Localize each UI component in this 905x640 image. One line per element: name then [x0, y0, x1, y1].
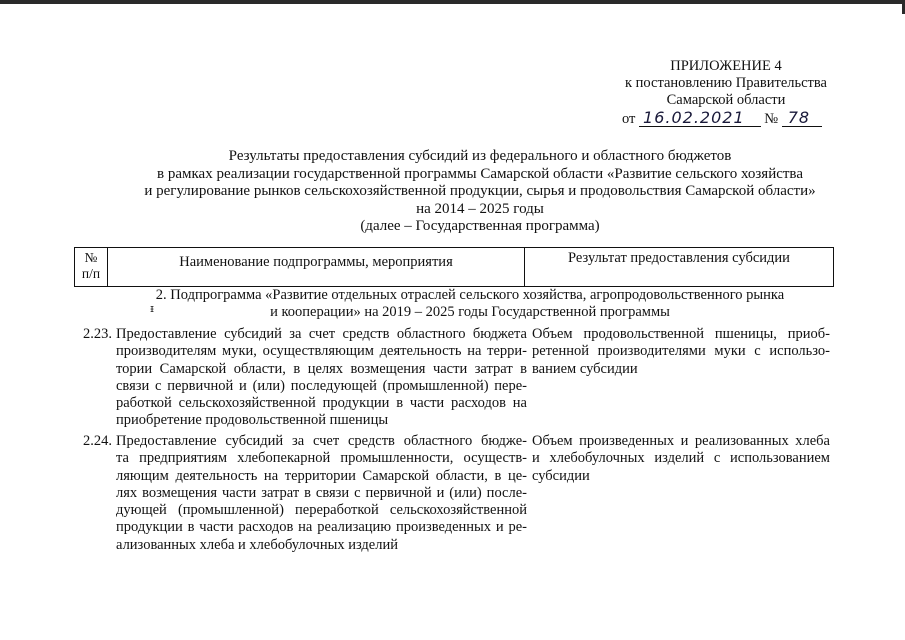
title-line: Результаты предоставления субсидий из федерального и областного бюджетов — [228, 148, 732, 164]
attachment-title: ПРИЛОЖЕНИЕ 4 — [670, 58, 782, 74]
row-result-line: и хлебобулочных изделий с использованием — [532, 450, 830, 467]
results-table-header — [74, 247, 834, 287]
row-name-line: производителям муки, осуществляющим деятельность на терри- — [116, 343, 527, 360]
row-result-line: субсидии — [532, 467, 590, 484]
row-name-line: ализованных хлеба и хлебобулочных изделий — [116, 536, 398, 553]
row-name-line: тории Самарской области, в целях возмещения части затрат в — [116, 360, 527, 377]
table-header-row — [75, 248, 834, 287]
row-number: 2.23. — [83, 326, 112, 342]
row-name — [116, 326, 527, 430]
title-line: в рамках реализации государственной программы Самарской области «Развитие сельского хозяйства — [157, 165, 803, 182]
decree-date-number — [622, 109, 836, 128]
row-number: 2.24. — [83, 433, 112, 449]
document-title — [110, 148, 850, 236]
scan-border-top — [0, 0, 905, 4]
attachment-line-2: Самарской области — [666, 92, 786, 108]
subprogram-line: и кооперации» на 2019 – 2025 годы Государственной программы — [270, 304, 670, 320]
row-name-line: Предоставление субсидий за счет средств областного бюджета — [116, 326, 527, 342]
number-prefix: № — [764, 111, 779, 127]
row-name-line: ляющим деятельность на территории Самарской области, в це- — [116, 467, 527, 484]
row-result-line: Объем продовольственной пшеницы, приоб- — [532, 326, 830, 342]
handwritten-date: 16.02.2021 — [639, 109, 761, 127]
title-line: и регулирование рынков сельскохозяйственной продукции, сырья и продовольствия Самарской области» — [144, 183, 816, 199]
row-name-line: приобретение продовольственной пшеницы — [116, 412, 389, 429]
row-name-line: лях возмещения части затрат в связи с первичной и (или) после- — [116, 484, 527, 501]
row-name-line: та предприятиям хлебопекарной промышленности, осуществ- — [116, 450, 527, 467]
header-cell-name: Наименование подпрограммы, мероприятия — [108, 248, 525, 287]
header-cell-result: Результат предоставления субсидии — [525, 248, 834, 287]
row-result — [532, 326, 830, 378]
row-name-line: Предоставление субсидий за счет средств областного бюдже- — [116, 433, 527, 449]
date-prefix: от — [622, 111, 636, 127]
row-result-line: ретенной производителями муки с использо- — [532, 343, 830, 360]
attachment-header — [616, 58, 836, 128]
row-name-line: продукции в части расходов на реализацию произведенных и ре- — [116, 519, 527, 536]
row-name — [116, 433, 527, 554]
header-number-label: п/п — [81, 266, 101, 281]
row-result — [532, 433, 830, 485]
row-name-line: дующей (промышленной) переработкой сельскохозяйственной — [116, 502, 527, 519]
subprogram-line: 2. Подпрограмма «Развитие отдельных отраслей сельского хозяйства, агропродовольственного рынка — [155, 287, 785, 303]
header-cell-number — [75, 248, 108, 287]
scan-mark: ᵻ — [150, 302, 155, 315]
row-name-line: работкой сельскохозяйственной продукции в части расходов на — [116, 395, 527, 412]
row-result-line: Объем произведенных и реализованных хлеба — [532, 433, 830, 449]
row-name-line: связи с первичной и (или) последующей (промышленной) пере- — [116, 377, 527, 394]
row-result-line: ванием субсидии — [532, 360, 638, 377]
subprogram-heading — [120, 287, 820, 321]
handwritten-number: 78 — [782, 109, 822, 127]
header-number-sign: № — [84, 250, 98, 265]
title-line: на 2014 – 2025 годы — [416, 200, 544, 217]
title-line: (далее – Государственная программа) — [360, 218, 600, 234]
attachment-line-1: к постановлению Правительства — [625, 75, 827, 91]
